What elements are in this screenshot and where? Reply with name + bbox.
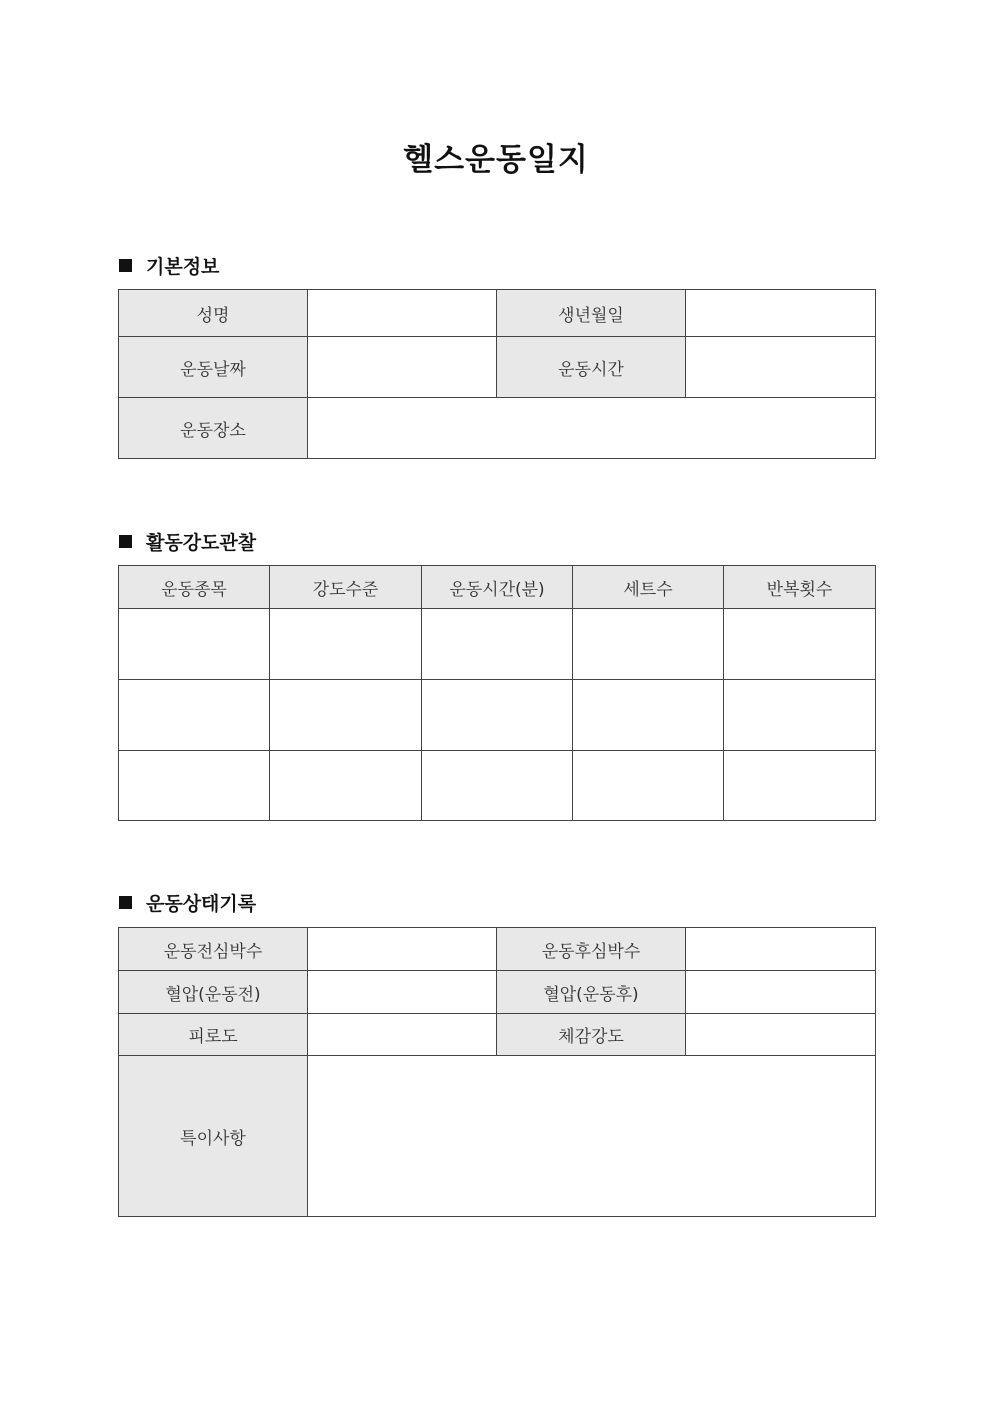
place-label: 운동장소 [119,398,308,459]
status-table [118,927,876,1217]
table-row [119,609,876,680]
section-heading-label: 기본정보 [146,255,220,278]
section-heading-basic [119,252,219,278]
notes-field[interactable] [308,1056,876,1217]
table-cell[interactable] [422,751,573,821]
table-cell[interactable] [422,680,573,751]
table-cell[interactable] [270,609,422,680]
hr-after-field[interactable] [686,928,876,971]
table-cell[interactable] [573,680,724,751]
bp-after-label: 혈압(운동후) [497,971,686,1014]
table-cell[interactable] [573,751,724,821]
table-cell[interactable] [724,751,876,821]
table-row [119,680,876,751]
column-header: 운동시간(분) [422,566,573,609]
bp-before-label: 혈압(운동전) [119,971,308,1014]
date-field[interactable] [308,337,497,398]
section-heading-label: 활동강도관찰 [146,531,257,554]
section-heading-status [119,889,256,915]
perceived-intensity-field[interactable] [686,1014,876,1056]
table-cell[interactable] [573,609,724,680]
date-label: 운동날짜 [119,337,308,398]
table-cell[interactable] [422,609,573,680]
birth-label: 생년월일 [497,290,686,337]
intensity-table [118,565,876,821]
place-field[interactable] [308,398,876,459]
section-heading-intensity [119,528,256,554]
square-bullet-icon [119,535,132,548]
bp-after-field[interactable] [686,971,876,1014]
table-cell[interactable] [724,609,876,680]
column-header: 세트수 [573,566,724,609]
notes-label: 특이사항 [119,1056,308,1217]
perceived-intensity-label: 체감강도 [497,1014,686,1056]
basic-info-table [118,289,876,459]
time-label: 운동시간 [497,337,686,398]
bp-before-field[interactable] [308,971,497,1014]
time-field[interactable] [686,337,876,398]
birth-field[interactable] [686,290,876,337]
square-bullet-icon [119,259,132,272]
section-heading-label: 운동상태기록 [146,892,257,915]
fatigue-field[interactable] [308,1014,497,1056]
table-cell[interactable] [119,680,270,751]
name-label: 성명 [119,290,308,337]
name-field[interactable] [308,290,497,337]
hr-before-field[interactable] [308,928,497,971]
hr-before-label: 운동전심박수 [119,928,308,971]
table-cell[interactable] [270,680,422,751]
square-bullet-icon [119,896,132,909]
column-header: 반복횟수 [724,566,876,609]
table-cell[interactable] [270,751,422,821]
column-header: 강도수준 [270,566,422,609]
column-header: 운동종목 [119,566,270,609]
table-cell[interactable] [119,609,270,680]
hr-after-label: 운동후심박수 [497,928,686,971]
page-title: 헬스운동일지 [403,142,589,178]
table-cell[interactable] [119,751,270,821]
fatigue-label: 피로도 [119,1014,308,1056]
table-cell[interactable] [724,680,876,751]
table-row [119,751,876,821]
